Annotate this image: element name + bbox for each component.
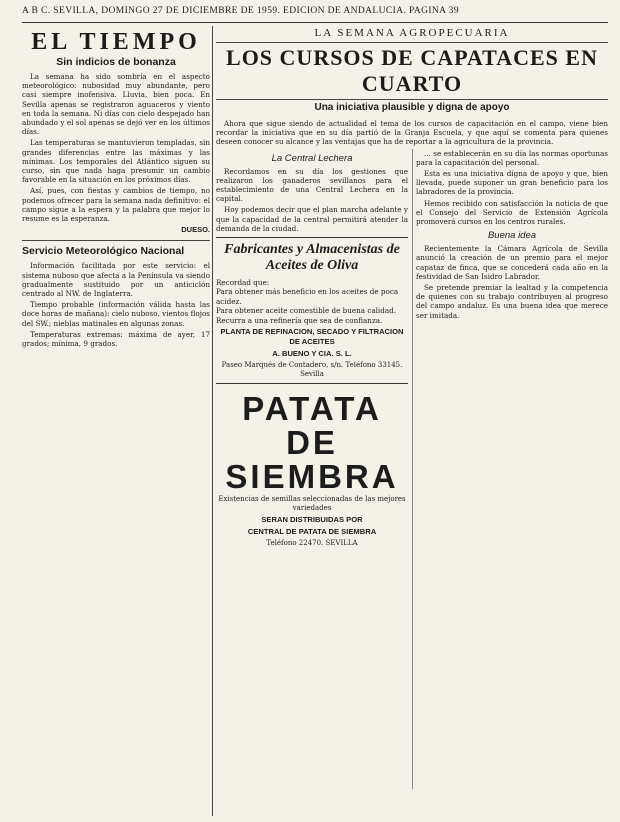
ad-line: Existencias de semillas seleccionadas de las mejores variedades [218, 495, 406, 513]
ad-plant: PLANTA DE REFINACION, SECADO Y FILTRACION DE ACEITES [220, 327, 404, 347]
ad-line: CENTRAL DE PATATA DE SIEMBRA [247, 527, 377, 537]
page-header: A B C. SEVILLA, DOMINGO 27 DE DICIEMBRE DE 1959. EDICION DE ANDALUCIA. PAGINA 39 [22, 6, 459, 16]
ad-line: Teléfono 22470. SEVILLA [266, 539, 358, 548]
weather-subtitle: Sin indicios de bonanza [56, 56, 176, 68]
right-column [216, 26, 608, 816]
weather-paragraph: La semana ha sido sombría en el aspecto meteorológico: nubosidad muy abundante, pero casi siempre inofensiva. Lluvia, bien poca. En Sevilla apenas se registraron aguaceros y viento en toda la semana. Ni días con cielo despejado han abundado y el sol apenas se dejó ver en los últimos días. [22, 72, 210, 137]
central-lechera-title: La Central Lechera [271, 152, 353, 164]
weather-paragraph: Así, pues, con fiestas y cambios de tiempo, no podemos ofrecer para la semana nada definitivo: el campo sigue a la espera y la palabra que mejor lo resume es la esperanza. [22, 186, 210, 224]
ad-line: Recordad que: [216, 278, 270, 288]
subcolumn-a [216, 149, 408, 549]
olive-oil-ad [216, 237, 408, 379]
ad-company: A. BUENO Y CIA. S. L. [272, 349, 352, 359]
right-subcolumns [216, 149, 608, 789]
section-title: LA SEMANA AGROPECUARIA [314, 27, 510, 39]
subcolumn-b [416, 149, 608, 322]
service-paragraph: Tiempo probable (información válida hasta las doce horas de mañana): cielo nuboso, vientos flojos del SW.; nieblas matinales en algunas zonas. [22, 300, 210, 328]
article-paragraph: Se pretende premiar la lealtad y la competencia de quienes con su trabajo contribuyen al progreso del campo andaluz. Es una buena idea que merece ser imitada. [416, 283, 608, 320]
main-headline: LOS CURSOS DE CAPATACES EN CUARTO [216, 42, 608, 100]
weather-paragraph: Las temperaturas se mantuvieron templadas, sin grandes diferencias entre las máximas y las mínimas. Los temporales del Atlántico siguen su curso, sin que nada haga presumir un cambio favorable en la situación en los próximos días. [22, 138, 210, 185]
weather-signature: DUESO. [181, 225, 210, 235]
service-paragraph: Temperaturas extremas: máxima de ayer, 17 grados; mínima, 9 grados. [22, 329, 210, 349]
column-divider [212, 26, 213, 816]
header-rule [22, 22, 608, 23]
article-paragraph: ... se establecerán en su día las normas oportunas para la capacitación del personal. [416, 148, 608, 167]
service-paragraph: Información facilitada por este servicio: el sistema nuboso que afecta a la Península va siendo gradualmente sustituido por un anticiclón centrado al NW. de Inglaterra. [22, 261, 210, 299]
article-paragraph: Hemos recibido con satisfacción la noticia de que el Consejo del Servicio de Extensión Agrícola promoverá cursos en los centros rurales. [416, 198, 608, 227]
seed-potato-title: PATATA DE SIEMBRA [225, 390, 399, 496]
article-paragraph: Hoy podemos decir que el plan marcha adelante y que la capacidad de la central permitirá atender la demanda de la ciudad. [216, 205, 408, 233]
left-column [22, 26, 210, 816]
service-title: Servicio Meteorológico Nacional [22, 240, 210, 257]
ad-line: Recurra a una refinería que sea de confianza. [216, 315, 383, 325]
subcolumn-divider [412, 149, 413, 789]
article-paragraph: Recientemente la Cámara Agrícola de Sevilla anunció la creación de un premio para el mejor capataz de finca, que se concederá cada año en la festividad de San Isidro Labrador. [416, 244, 608, 281]
article-paragraph: Esta es una iniciativa digna de apoyo y que, bien llevada, puede suponer un gran beneficio para los labradores de la provincia. [416, 169, 608, 197]
headline-deck: Una iniciativa plausible y digna de apoyo [314, 102, 510, 113]
ad-line: Para obtener más beneficio en los aceites de poca acidez. [216, 287, 399, 306]
buena-idea-title: Buena idea [487, 230, 537, 242]
seed-potato-ad [216, 383, 408, 548]
weather-signature-line [22, 225, 210, 234]
ad-address: Paseo Marqués de Contadero, s/n. Teléfono 33145. Sevilla [221, 361, 403, 379]
lead-paragraph: Ahora que sigue siendo de actualidad el tema de los cursos de capacitación en el campo, viene bien recordar la iniciativa que en su día partió de la Granja Escuela, y que aquí se comenta para quienes deseen conocer su alcance y las ventajas que ha de reportar a la agricultura de la provincia. [216, 119, 608, 147]
weather-title: EL TIEMPO [31, 29, 201, 55]
ad-line: Para obtener aceite comestible de buena calidad. [216, 306, 397, 316]
ad-line: SERAN DISTRIBUIDAS POR [261, 515, 363, 525]
olive-oil-ad-title: Fabricantes y Almacenistas de Aceites de Oliva [224, 242, 400, 274]
article-paragraph: Recordamos en su día los gestiones que realizaron los ganaderos sevillanos para el establecimiento de una Central Lechera en la capital. [216, 166, 408, 204]
